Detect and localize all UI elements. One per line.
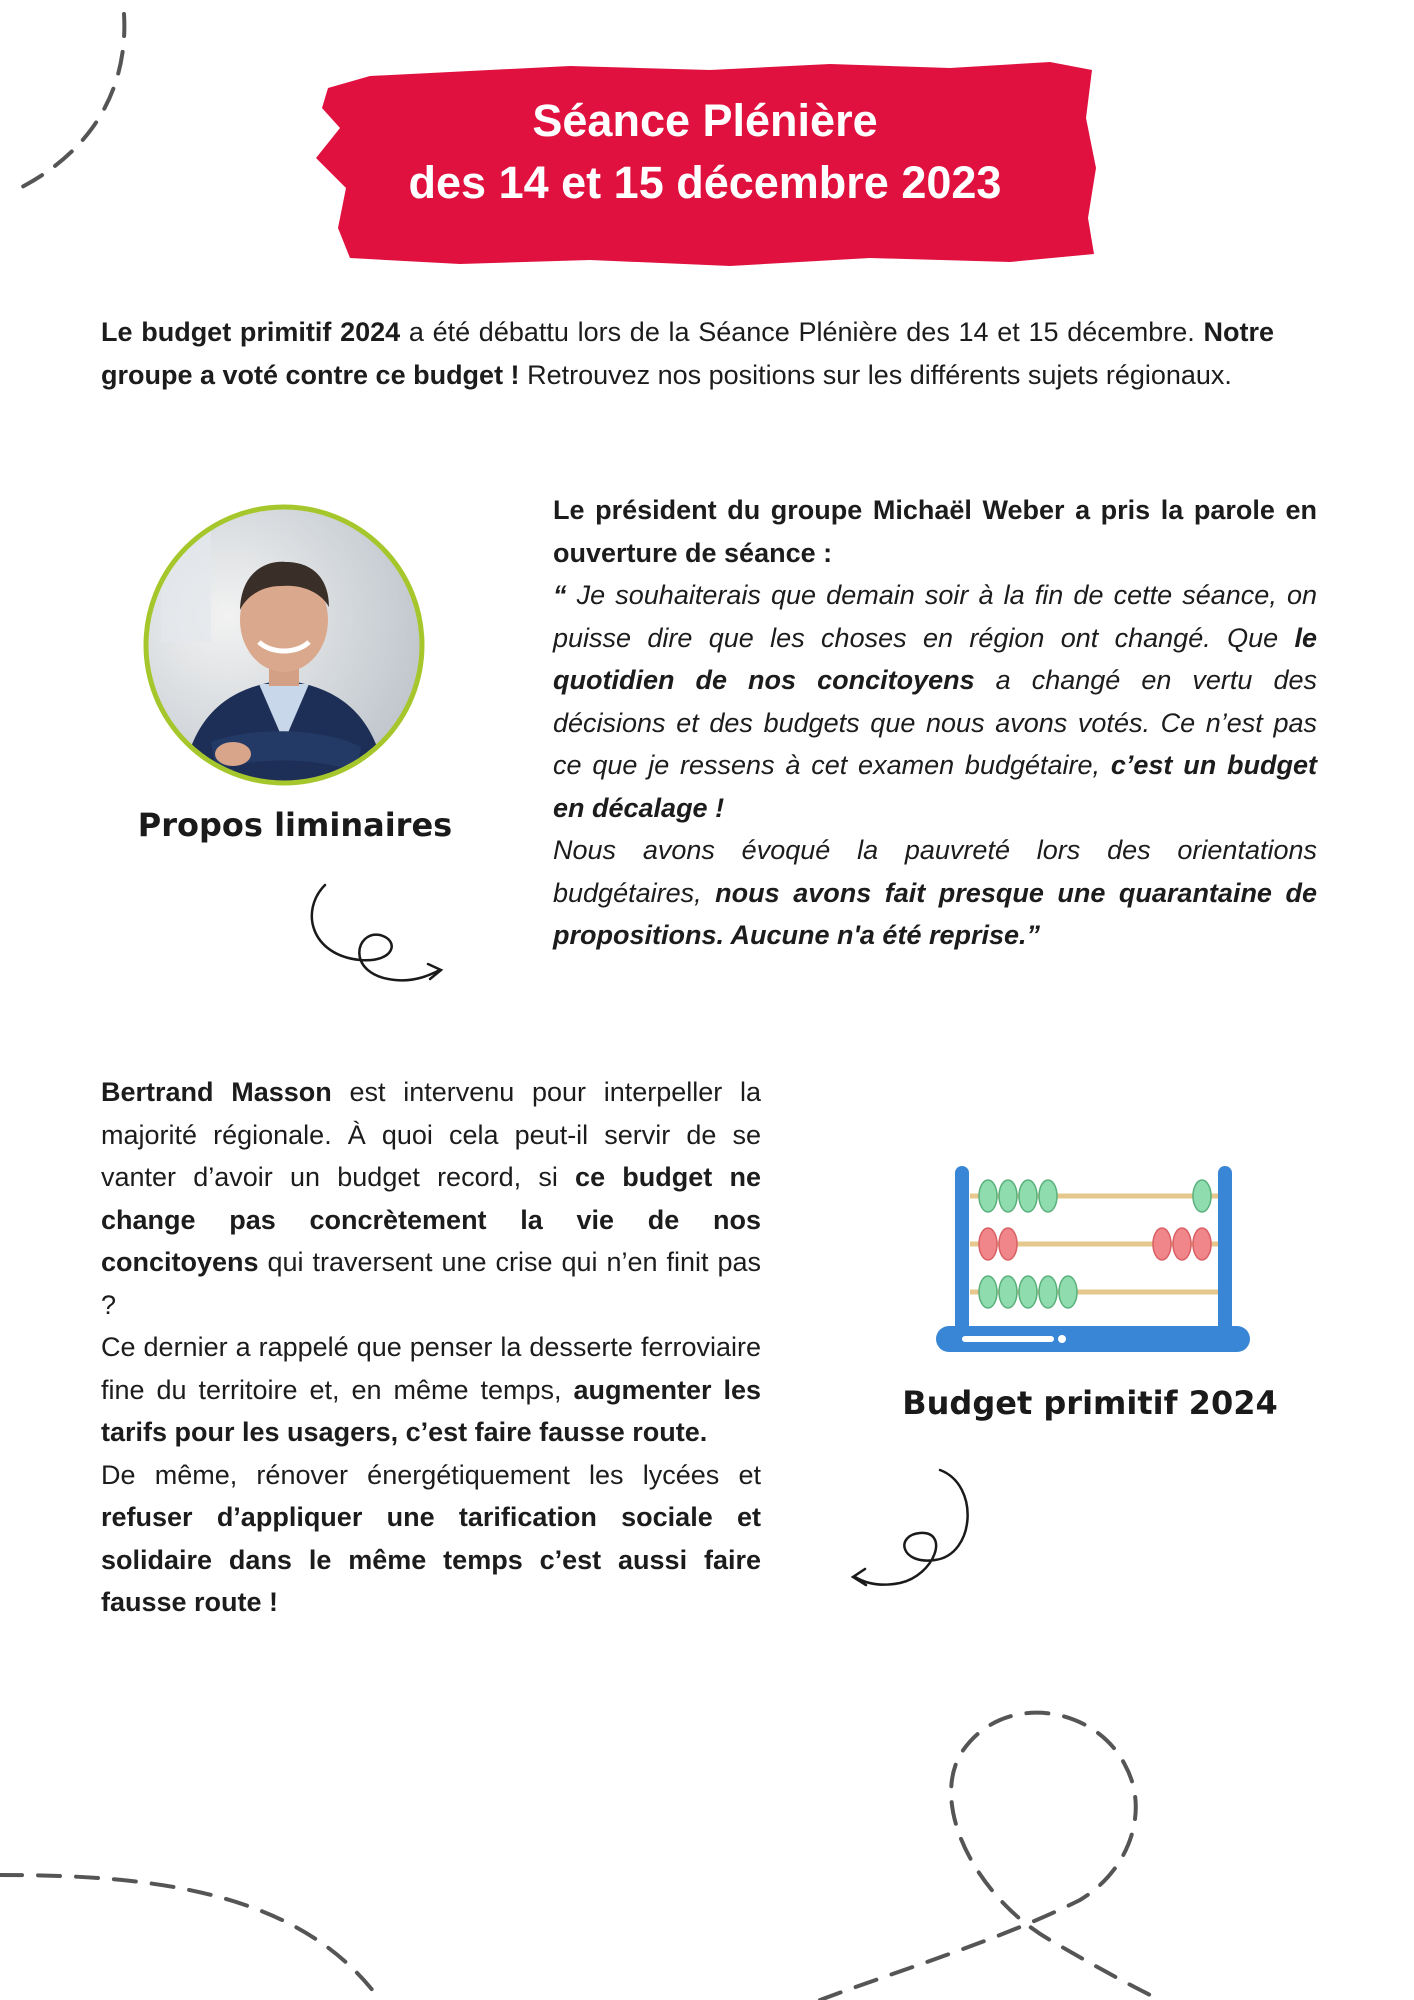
- quote-bold-3: nous avons fait presque une quarantaine de propositions. Aucune n'a été reprise.”: [553, 877, 1317, 950]
- masson-bold-3: refuser d’appliquer une tarification sociale et solidaire dans le même temps c’est aussi faire fausse route !: [101, 1502, 761, 1617]
- intro-bold-budget: Le budget primitif 2024: [101, 317, 401, 347]
- quote-bold-2: c’est un budget en décalage !: [553, 750, 1317, 823]
- abacus-icon: [930, 1160, 1255, 1360]
- quote-bold-1: le quotidien de nos concitoyens: [553, 622, 1317, 695]
- masson-intervention-block: [101, 1071, 761, 1624]
- masson-text-3: De même, rénover énergétiquement les lycées et: [101, 1459, 761, 1490]
- caption-propos-liminaires: Propos liminaires: [137, 806, 453, 844]
- masson-bold-2: augmenter les tarifs pour les usagers, c’est faire fausse route.: [101, 1374, 761, 1447]
- quote-open-mark: “: [553, 580, 567, 610]
- intro-bold-vote: Notre groupe a voté contre ce budget !: [101, 317, 1274, 390]
- curly-arrow-left-icon: [840, 1465, 1000, 1595]
- intro-paragraph: [101, 311, 1274, 396]
- masson-text-1: est intervenu pour interpeller la majorité régionale. À quoi cela peut-il servir de se vanter d’avoir un budget record, si: [101, 1077, 761, 1192]
- intro-text-1: a été débattu lors de la Séance Plénière des 14 et 15 décembre.: [400, 317, 1204, 347]
- decorative-dashed-loop-bottom: [0, 1700, 1414, 2000]
- quote-heading: Le président du groupe Michaël Weber a pris la parole en ouverture de séance :: [553, 495, 1317, 568]
- decorative-dashed-curve-top-left: [0, 0, 150, 200]
- quote-text-1: Je souhaiterais que demain soir à la fin de cette séance, on puisse dire que les choses en région ont changé. Que: [553, 580, 1317, 653]
- curly-arrow-icon: [300, 880, 450, 990]
- page-title-line-1: Séance Plénière: [532, 95, 878, 146]
- portrait-photo: [141, 502, 427, 788]
- quote-text-2: a changé en vertu des décisions et des budgets que nous avons votés. Ce n’est pas ce que je ressens à cet examen budgétaire,: [553, 665, 1317, 780]
- masson-name: Bertrand Masson: [101, 1077, 332, 1107]
- quote-text-3: Nous avons évoqué la pauvreté lors des orientations budgétaires,: [553, 835, 1317, 908]
- masson-text-2: Ce dernier a rappelé que penser la desserte ferroviaire fine du territoire et, en même temps,: [101, 1332, 761, 1405]
- masson-bold-1: ce budget ne change pas concrètement la vie de nos concitoyens: [101, 1162, 762, 1277]
- title-banner: [310, 58, 1100, 270]
- president-quote-block: [553, 489, 1317, 957]
- intro-text-2: Retrouvez nos positions sur les différents sujets régionaux.: [519, 359, 1232, 390]
- masson-text-1-end: qui traversent une crise qui n’en finit pas ?: [101, 1247, 761, 1320]
- page-title-line-2: des 14 et 15 décembre 2023: [408, 157, 1002, 208]
- caption-budget-primitif: Budget primitif 2024: [902, 1384, 1278, 1422]
